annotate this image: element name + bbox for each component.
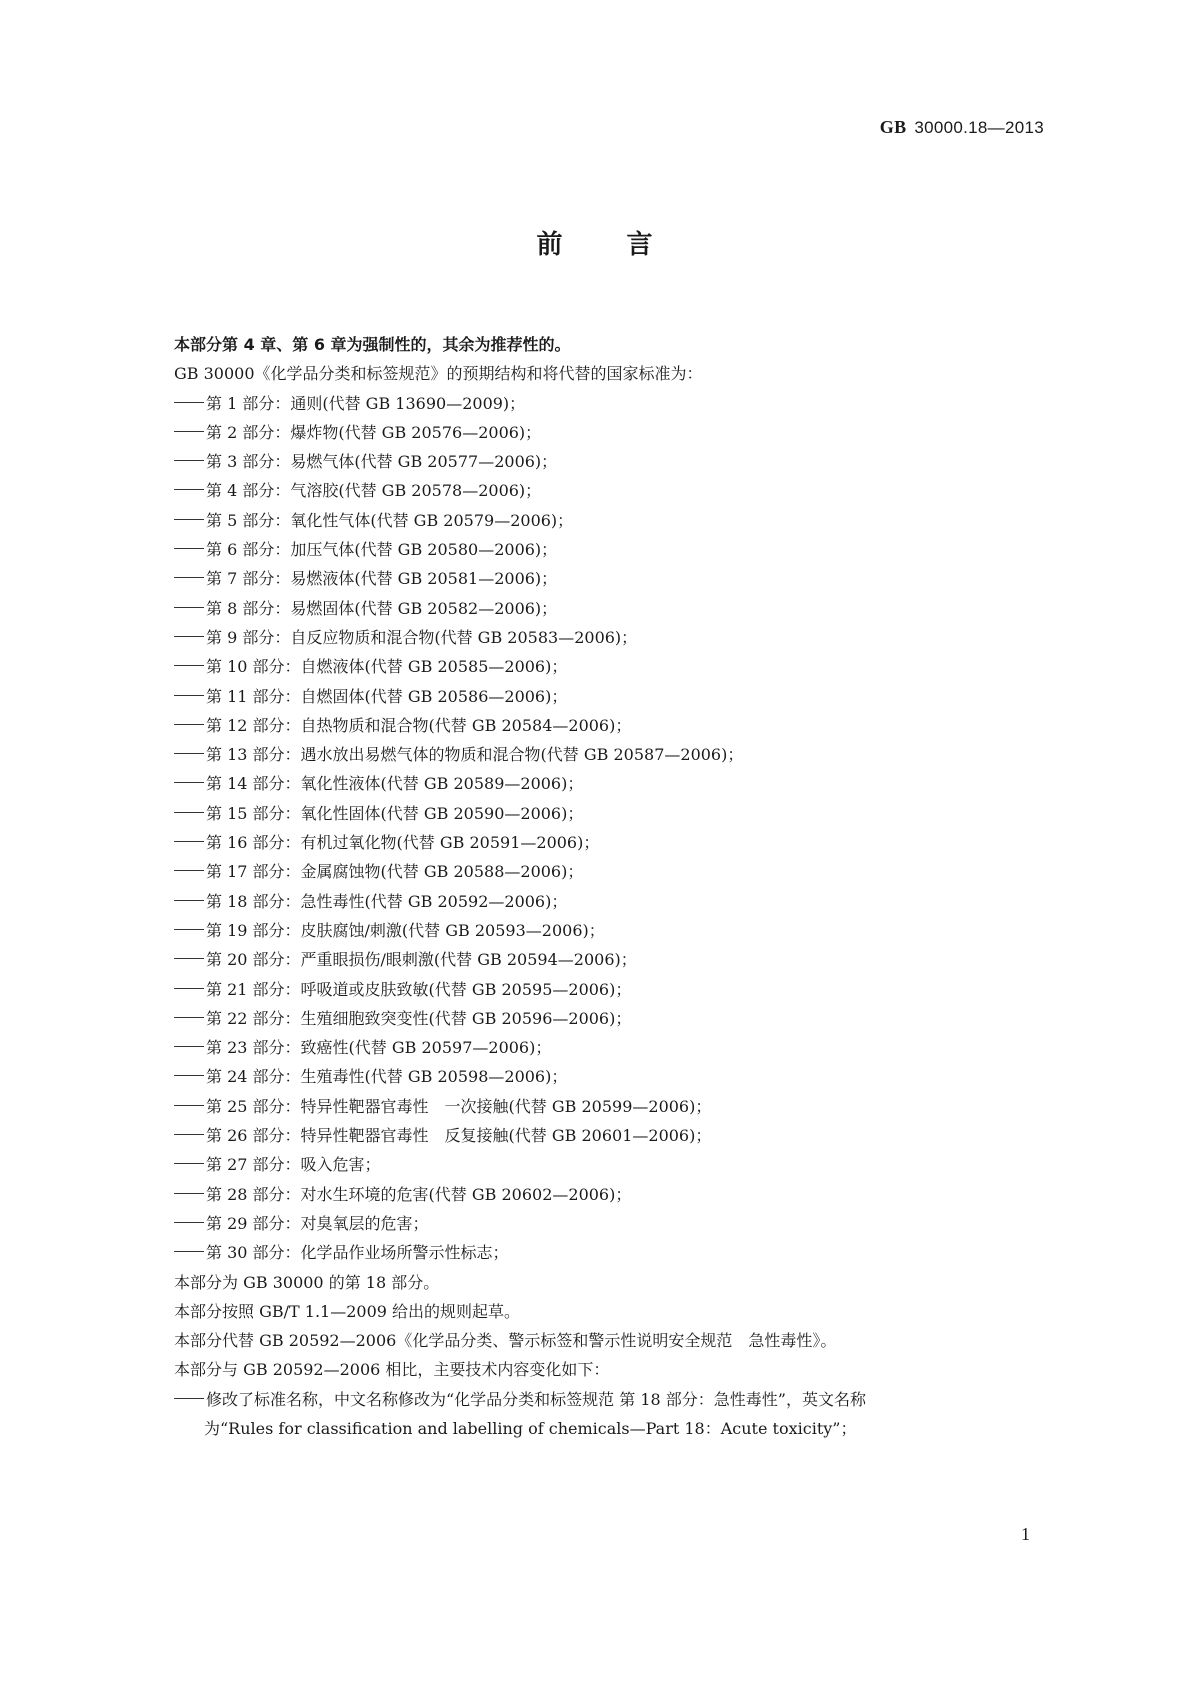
change-item: 修改了标准名称，中文名称修改为“化学品分类和标签规范 第 18 部分：急性毒性”，英文名称 bbox=[174, 1385, 1074, 1414]
dash-marker bbox=[174, 857, 206, 886]
list-item: 第 5 部分：氧化性气体(代替 GB 20579—2006)； bbox=[174, 506, 1074, 535]
list-item: 第 28 部分：对水生环境的危害(代替 GB 20602—2006)； bbox=[174, 1180, 1074, 1209]
dash-marker bbox=[174, 1004, 206, 1033]
standard-number: 30000.18—2013 bbox=[914, 118, 1044, 137]
list-item: 第 17 部分：金属腐蚀物(代替 GB 20588—2006)； bbox=[174, 857, 1074, 886]
list-item: 第 15 部分：氧化性固体(代替 GB 20590—2006)； bbox=[174, 799, 1074, 828]
dash-marker bbox=[174, 476, 206, 505]
part-statement: 本部分为 GB 30000 的第 18 部分。 bbox=[174, 1272, 440, 1292]
dash-marker bbox=[174, 1238, 206, 1267]
list-item: 第 19 部分：皮肤腐蚀/刺激(代替 GB 20593—2006)； bbox=[174, 916, 1074, 945]
list-item: 第 9 部分：自反应物质和混合物(代替 GB 20583—2006)； bbox=[174, 623, 1074, 652]
list-item: 第 1 部分：通则(代替 GB 13690—2009)； bbox=[174, 389, 1074, 418]
list-item: 第 27 部分：吸入危害； bbox=[174, 1150, 1074, 1179]
dash-marker bbox=[174, 1092, 206, 1121]
list-item: 第 2 部分：爆炸物(代替 GB 20576—2006)； bbox=[174, 418, 1074, 447]
dash-marker bbox=[174, 682, 206, 711]
title-char-2: 言 bbox=[626, 230, 655, 260]
dash-marker bbox=[174, 975, 206, 1004]
dash-marker bbox=[174, 945, 206, 974]
dash-marker bbox=[174, 1121, 206, 1150]
list-item: 第 20 部分：严重眼损伤/眼刺激(代替 GB 20594—2006)； bbox=[174, 945, 1074, 974]
dash-marker bbox=[174, 1062, 206, 1091]
standard-prefix: GB bbox=[879, 117, 907, 137]
dash-marker bbox=[174, 447, 206, 476]
list-item: 第 10 部分：自燃液体(代替 GB 20585—2006)； bbox=[174, 652, 1074, 681]
list-item: 第 13 部分：遇水放出易燃气体的物质和混合物(代替 GB 20587—2006)； bbox=[174, 740, 1074, 769]
change-item-continuation: 为“Rules for classification and labelling of chemicals—Part 18：Acute toxicity”； bbox=[204, 1418, 857, 1438]
list-item: 第 23 部分：致癌性(代替 GB 20597—2006)； bbox=[174, 1033, 1074, 1062]
list-item: 第 25 部分：特异性靶器官毒性 一次接触(代替 GB 20599—2006)； bbox=[174, 1092, 1074, 1121]
dash-marker bbox=[174, 828, 206, 857]
structure-intro: GB 30000《化学品分类和标签规范》的预期结构和将代替的国家标准为： bbox=[174, 364, 703, 384]
dash-marker bbox=[174, 564, 206, 593]
dash-marker bbox=[174, 389, 206, 418]
list-item: 第 8 部分：易燃固体(代替 GB 20582—2006)； bbox=[174, 594, 1074, 623]
changes-intro: 本部分与 GB 20592—2006 相比，主要技术内容变化如下： bbox=[174, 1360, 610, 1380]
dash-marker bbox=[174, 623, 206, 652]
mandatory-statement: 本部分第 4 章、第 6 章为强制性的，其余为推荐性的。 bbox=[174, 335, 571, 354]
list-item: 第 4 部分：气溶胶(代替 GB 20578—2006)； bbox=[174, 476, 1074, 505]
list-item: 第 6 部分：加压气体(代替 GB 20580—2006)； bbox=[174, 535, 1074, 564]
list-item: 第 30 部分：化学品作业场所警示性标志； bbox=[174, 1238, 1074, 1267]
dash-marker bbox=[174, 535, 206, 564]
dash-marker bbox=[174, 1150, 206, 1179]
dash-marker bbox=[174, 1033, 206, 1062]
list-item: 第 12 部分：自热物质和混合物(代替 GB 20584—2006)； bbox=[174, 711, 1074, 740]
list-item: 第 29 部分：对臭氧层的危害； bbox=[174, 1209, 1074, 1238]
title-char-1: 前 bbox=[536, 230, 565, 260]
foreword-body bbox=[174, 330, 1074, 1443]
page-title bbox=[0, 224, 1191, 261]
dash-marker bbox=[174, 916, 206, 945]
list-item: 第 11 部分：自燃固体(代替 GB 20586—2006)； bbox=[174, 682, 1074, 711]
dash-marker bbox=[174, 887, 206, 916]
list-item: 第 16 部分：有机过氧化物(代替 GB 20591—2006)； bbox=[174, 828, 1074, 857]
dash-marker bbox=[174, 769, 206, 798]
list-item: 第 3 部分：易燃气体(代替 GB 20577—2006)； bbox=[174, 447, 1074, 476]
dash-marker bbox=[174, 418, 206, 447]
list-item: 第 14 部分：氧化性液体(代替 GB 20589—2006)； bbox=[174, 769, 1074, 798]
dash-marker bbox=[174, 740, 206, 769]
list-item: 第 18 部分：急性毒性(代替 GB 20592—2006)； bbox=[174, 887, 1074, 916]
list-item: 第 26 部分：特异性靶器官毒性 反复接触(代替 GB 20601—2006)； bbox=[174, 1121, 1074, 1150]
drafting-rules: 本部分按照 GB/T 1.1—2009 给出的规则起草。 bbox=[174, 1301, 521, 1321]
dash-marker bbox=[174, 1180, 206, 1209]
list-item: 第 24 部分：生殖毒性(代替 GB 20598—2006)； bbox=[174, 1062, 1074, 1091]
dash-marker bbox=[174, 1209, 206, 1238]
list-item: 第 22 部分：生殖细胞致突变性(代替 GB 20596—2006)； bbox=[174, 1004, 1074, 1033]
standard-code bbox=[880, 117, 1044, 138]
dash-marker bbox=[174, 506, 206, 535]
dash-marker bbox=[174, 799, 206, 828]
list-item: 第 7 部分：易燃液体(代替 GB 20581—2006)； bbox=[174, 564, 1074, 593]
dash-marker bbox=[174, 1385, 206, 1414]
dash-marker bbox=[174, 711, 206, 740]
page-number: 1 bbox=[1021, 1524, 1030, 1544]
replacement-statement: 本部分代替 GB 20592—2006《化学品分类、警示标签和警示性说明安全规范 急性毒性》。 bbox=[174, 1331, 837, 1351]
list-item: 第 21 部分：呼吸道或皮肤致敏(代替 GB 20595—2006)； bbox=[174, 975, 1074, 1004]
parts-list bbox=[174, 389, 1074, 1268]
dash-marker bbox=[174, 652, 206, 681]
dash-marker bbox=[174, 594, 206, 623]
